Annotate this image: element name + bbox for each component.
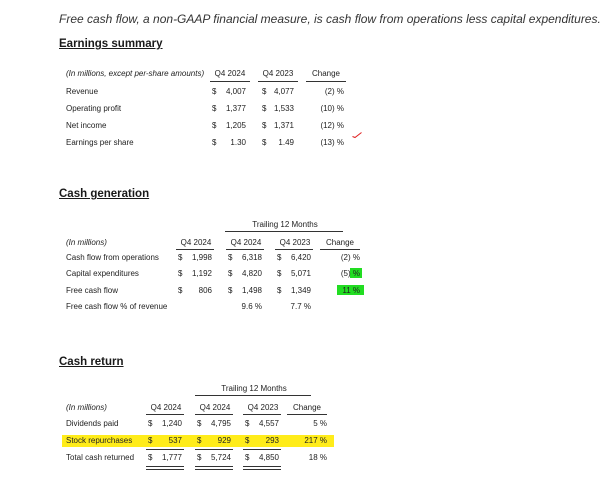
currency-sign: $ xyxy=(212,87,217,96)
earnings-row-label: Revenue xyxy=(66,87,99,96)
cashret-sum-rule xyxy=(195,449,233,450)
currency-sign: $ xyxy=(262,138,267,147)
earnings-row-label: Earnings per share xyxy=(66,138,134,147)
currency-sign: $ xyxy=(262,121,267,130)
earnings-row-label: Operating profit xyxy=(66,104,122,113)
earnings-q4-2024-value: 1,205 xyxy=(225,121,246,130)
cashgen-header-ttm-q4-2023: Q4 2023 xyxy=(279,238,311,247)
cashgen-ttm-2023-value: 6,420 xyxy=(290,253,311,262)
cashgen-header-rule xyxy=(226,249,264,250)
cashret-q4-value: 1,240 xyxy=(161,419,182,428)
cashgen-ttm-2023-value: 5,071 xyxy=(290,269,311,278)
cashgen-header-rule xyxy=(320,249,360,250)
cashgen-trailing-rule xyxy=(225,231,343,232)
cashret-row-label: Total cash returned xyxy=(66,453,135,462)
cashret-header-rule xyxy=(243,414,281,415)
cashgen-ttm-2024-value: 6,318 xyxy=(241,253,262,262)
earnings-q4-2023-value: 4,077 xyxy=(273,87,294,96)
currency-sign: $ xyxy=(228,286,233,295)
cash-generation-heading: Cash generation xyxy=(59,188,150,200)
cashret-change-value: 18 % xyxy=(308,453,327,462)
cashret-total-double-rule xyxy=(243,466,281,470)
cashret-total-double-rule xyxy=(146,466,184,470)
currency-sign: $ xyxy=(197,436,202,445)
earnings-header-rule xyxy=(306,81,346,82)
cashret-header-q4-2024: Q4 2024 xyxy=(150,403,182,412)
cashgen-units-note: (In millions) xyxy=(66,238,107,247)
cashret-ttm-2023-value: 4,850 xyxy=(258,453,279,462)
cashgen-row-label: Free cash flow xyxy=(66,286,119,295)
cashgen-row-label: Capital expenditures xyxy=(66,269,139,278)
cashret-q4-value: 1,777 xyxy=(161,453,182,462)
cashret-header-rule xyxy=(146,414,184,415)
cashgen-q4-value: 1,192 xyxy=(191,269,212,278)
cashret-sum-rule xyxy=(146,449,184,450)
currency-sign: $ xyxy=(228,269,233,278)
earnings-q4-2023-value: 1.49 xyxy=(278,138,294,147)
cashgen-ttm-2023-value: 7.7 % xyxy=(290,302,311,311)
cashgen-header-q4-2024: Q4 2024 xyxy=(180,238,212,247)
cashgen-header-ttm-q4-2024: Q4 2024 xyxy=(230,238,262,247)
cashret-units-note: (In millions) xyxy=(66,403,107,412)
cashgen-header-rule xyxy=(176,249,214,250)
cashret-header-change: Change xyxy=(292,403,322,412)
earnings-change-value: (13) % xyxy=(320,138,344,147)
currency-sign: $ xyxy=(245,453,250,462)
earnings-q4-2024-value: 4,007 xyxy=(225,87,246,96)
intro-text: Free cash flow, a non-GAAP financial measure, is cash flow from operations less capital expenditures. xyxy=(59,12,601,26)
earnings-change-value: (10) % xyxy=(320,104,344,113)
cashret-header-rule xyxy=(195,414,233,415)
cashret-ttm-2024-value: 929 xyxy=(217,436,231,445)
currency-sign: $ xyxy=(212,138,217,147)
cashgen-ttm-2024-value: 4,820 xyxy=(241,269,262,278)
currency-sign: $ xyxy=(277,286,282,295)
currency-sign: $ xyxy=(245,436,250,445)
earnings-header-q4-2023: Q4 2023 xyxy=(262,69,294,78)
earnings-summary-heading: Earnings summary xyxy=(59,38,163,50)
cashgen-q4-value: 1,998 xyxy=(191,253,212,262)
cashgen-row-label: Free cash flow % of revenue xyxy=(66,302,168,311)
cashret-q4-value: 537 xyxy=(168,436,182,445)
cashret-change-value: 5 % xyxy=(313,419,327,428)
currency-sign: $ xyxy=(197,419,202,428)
currency-sign: $ xyxy=(277,253,282,262)
earnings-units-note: (In millions, except per-share amounts) xyxy=(66,69,205,78)
cashgen-header-rule xyxy=(275,249,313,250)
earnings-q4-2023-value: 1,371 xyxy=(273,121,294,130)
currency-sign: $ xyxy=(212,121,217,130)
cashret-header-rule xyxy=(287,414,327,415)
currency-sign: $ xyxy=(197,453,202,462)
cashgen-header-change: Change xyxy=(325,238,355,247)
earnings-q4-2024-value: 1.30 xyxy=(230,138,246,147)
cashret-sum-rule xyxy=(243,449,281,450)
cashret-trailing-12-months-label: Trailing 12 Months xyxy=(221,384,287,393)
currency-sign: $ xyxy=(228,253,233,262)
currency-sign: $ xyxy=(277,269,282,278)
cashgen-ttm-2023-value: 1,349 xyxy=(290,286,311,295)
cashgen-ttm-2024-value: 9.6 % xyxy=(241,302,262,311)
earnings-q4-2024-value: 1,377 xyxy=(225,104,246,113)
currency-sign: $ xyxy=(148,453,153,462)
currency-sign: $ xyxy=(178,286,183,295)
cash-return-heading: Cash return xyxy=(59,356,124,368)
cashret-change-value: 217 % xyxy=(304,436,327,445)
currency-sign: $ xyxy=(178,269,183,278)
cashret-header-ttm-q4-2023: Q4 2023 xyxy=(247,403,279,412)
earnings-change-value: (12) % xyxy=(320,121,344,130)
cashret-trailing-rule xyxy=(195,395,311,396)
currency-sign: $ xyxy=(148,436,153,445)
earnings-header-rule xyxy=(258,81,298,82)
red-check-mark-icon xyxy=(352,132,362,138)
cashret-ttm-2023-value: 293 xyxy=(265,436,279,445)
cashgen-trailing-12-months-label: Trailing 12 Months xyxy=(252,220,318,229)
cashret-total-double-rule xyxy=(195,466,233,470)
cashret-ttm-2024-value: 4,795 xyxy=(210,419,231,428)
earnings-header-rule xyxy=(210,81,250,82)
currency-sign: $ xyxy=(262,87,267,96)
cashgen-row-label: Cash flow from operations xyxy=(66,253,159,262)
cashret-header-ttm-q4-2024: Q4 2024 xyxy=(199,403,231,412)
currency-sign: $ xyxy=(262,104,267,113)
cashret-ttm-2024-value: 5,724 xyxy=(210,453,231,462)
cashgen-change-value: (2) % xyxy=(340,253,360,262)
earnings-q4-2023-value: 1,533 xyxy=(273,104,294,113)
earnings-header-q4-2024: Q4 2024 xyxy=(214,69,246,78)
earnings-change-value: (2) % xyxy=(324,87,344,96)
cashgen-change-value: (5) % xyxy=(340,269,360,278)
currency-sign: $ xyxy=(212,104,217,113)
cashgen-ttm-2024-value: 1,498 xyxy=(241,286,262,295)
cashgen-q4-value: 806 xyxy=(198,286,212,295)
cashret-row-label: Dividends paid xyxy=(66,419,119,428)
cashret-row-label: Stock repurchases xyxy=(66,436,133,445)
cashgen-change-value: 11 % xyxy=(342,286,360,295)
cashret-ttm-2023-value: 4,557 xyxy=(258,419,279,428)
earnings-row-label: Net income xyxy=(66,121,107,130)
currency-sign: $ xyxy=(178,253,183,262)
currency-sign: $ xyxy=(245,419,250,428)
earnings-header-change: Change xyxy=(311,69,341,78)
currency-sign: $ xyxy=(148,419,153,428)
